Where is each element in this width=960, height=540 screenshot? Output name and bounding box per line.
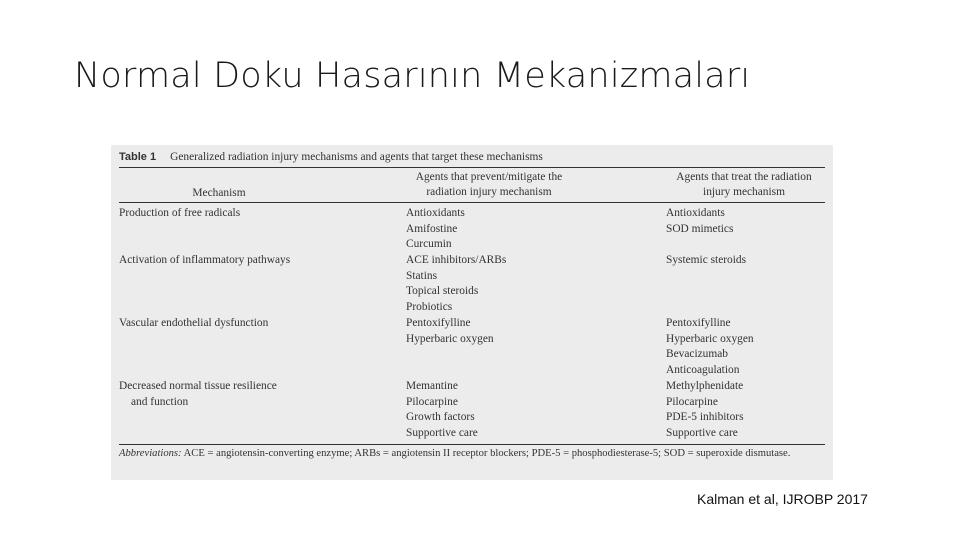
header-prevent-line2: radiation injury mechanism bbox=[426, 186, 552, 198]
mechanism-text: and function bbox=[131, 395, 189, 408]
mechanism-text: Activation of inflammatory pathways bbox=[119, 254, 291, 266]
mechanism-cell bbox=[119, 253, 290, 269]
header-treat-line2: injury mechanism bbox=[703, 186, 785, 198]
header-rule bbox=[119, 202, 825, 203]
prevent-agent: Statins bbox=[406, 269, 438, 282]
abbreviations-text: ACE = angiotensin-converting enzyme; ARBs = angiotensin II receptor blockers; PDE-5 = phosphodiesterase-5; SOD = superoxide dismutase. bbox=[183, 448, 791, 459]
table-body bbox=[119, 206, 825, 442]
prevent-cell bbox=[406, 379, 478, 442]
header-prevent-line1: Agents that prevent/mitigate the bbox=[415, 171, 563, 183]
mechanism-text: Decreased normal tissue resilience bbox=[119, 380, 277, 392]
treat-agent: Hyperbaric oxygen bbox=[666, 332, 754, 345]
treat-cell bbox=[666, 253, 746, 269]
prevent-agent: Growth factors bbox=[406, 411, 475, 424]
treat-agent: Methylphenidate bbox=[666, 380, 744, 392]
bottom-rule bbox=[119, 444, 825, 445]
treat-agent: Anticoagulation bbox=[666, 364, 740, 377]
mechanism-text: Production of free radicals bbox=[119, 207, 241, 219]
treat-cell bbox=[666, 379, 744, 442]
table-row bbox=[119, 316, 825, 379]
treat-agent: Bevacizumab bbox=[666, 348, 728, 361]
table-row bbox=[119, 253, 825, 316]
table-caption bbox=[119, 150, 825, 165]
prevent-agent: Curcumin bbox=[406, 238, 452, 251]
treat-cell bbox=[666, 206, 733, 237]
prevent-agent: Pilocarpine bbox=[406, 395, 458, 408]
prevent-agent: Pentoxifylline bbox=[406, 317, 471, 329]
table-figure bbox=[111, 145, 833, 480]
mechanism-cell bbox=[119, 316, 268, 332]
abbreviations-note bbox=[119, 447, 825, 460]
prevent-cell bbox=[406, 253, 506, 316]
header-treat bbox=[659, 170, 829, 200]
table-header bbox=[119, 168, 825, 202]
prevent-agent: ACE inhibitors/ARBs bbox=[406, 254, 507, 266]
treat-agent: Supportive care bbox=[666, 427, 738, 440]
treat-agent: SOD mimetics bbox=[666, 222, 734, 235]
prevent-agent: Hyperbaric oxygen bbox=[406, 332, 494, 345]
prevent-agent: Topical steroids bbox=[406, 285, 479, 298]
header-treat-line1: Agents that treat the radiation bbox=[676, 171, 812, 183]
treat-agent: Pentoxifylline bbox=[666, 317, 731, 329]
prevent-agent: Probiotics bbox=[406, 301, 453, 314]
treat-agent: PDE-5 inhibitors bbox=[666, 411, 744, 424]
treat-agent: Antioxidants bbox=[666, 207, 725, 219]
table-row bbox=[119, 206, 825, 253]
header-mechanism: Mechanism bbox=[192, 187, 246, 199]
table-label: Table 1 bbox=[119, 151, 157, 163]
header-prevent bbox=[389, 170, 589, 200]
treat-cell bbox=[666, 316, 754, 379]
prevent-agent: Amifostine bbox=[406, 222, 458, 235]
table-caption-text: Generalized radiation injury mechanisms and agents that target these mechanisms bbox=[170, 151, 543, 163]
mechanism-cell bbox=[119, 206, 240, 222]
slide-title: Normal Doku Hasarının Mekanizmaları bbox=[74, 56, 751, 96]
prevent-agent: Antioxidants bbox=[406, 207, 465, 219]
prevent-agent: Memantine bbox=[406, 380, 458, 392]
prevent-agent: Supportive care bbox=[406, 427, 478, 440]
treat-agent: Systemic steroids bbox=[666, 254, 747, 266]
prevent-cell bbox=[406, 206, 465, 253]
treat-agent: Pilocarpine bbox=[666, 395, 718, 408]
table-row bbox=[119, 379, 825, 442]
mechanism-text: Vascular endothelial dysfunction bbox=[119, 317, 269, 329]
citation: Kalman et al, IJROBP 2017 bbox=[697, 491, 868, 507]
abbreviations-label: Abbreviations: bbox=[119, 448, 182, 459]
prevent-cell bbox=[406, 316, 494, 347]
mechanism-cell bbox=[119, 379, 277, 410]
